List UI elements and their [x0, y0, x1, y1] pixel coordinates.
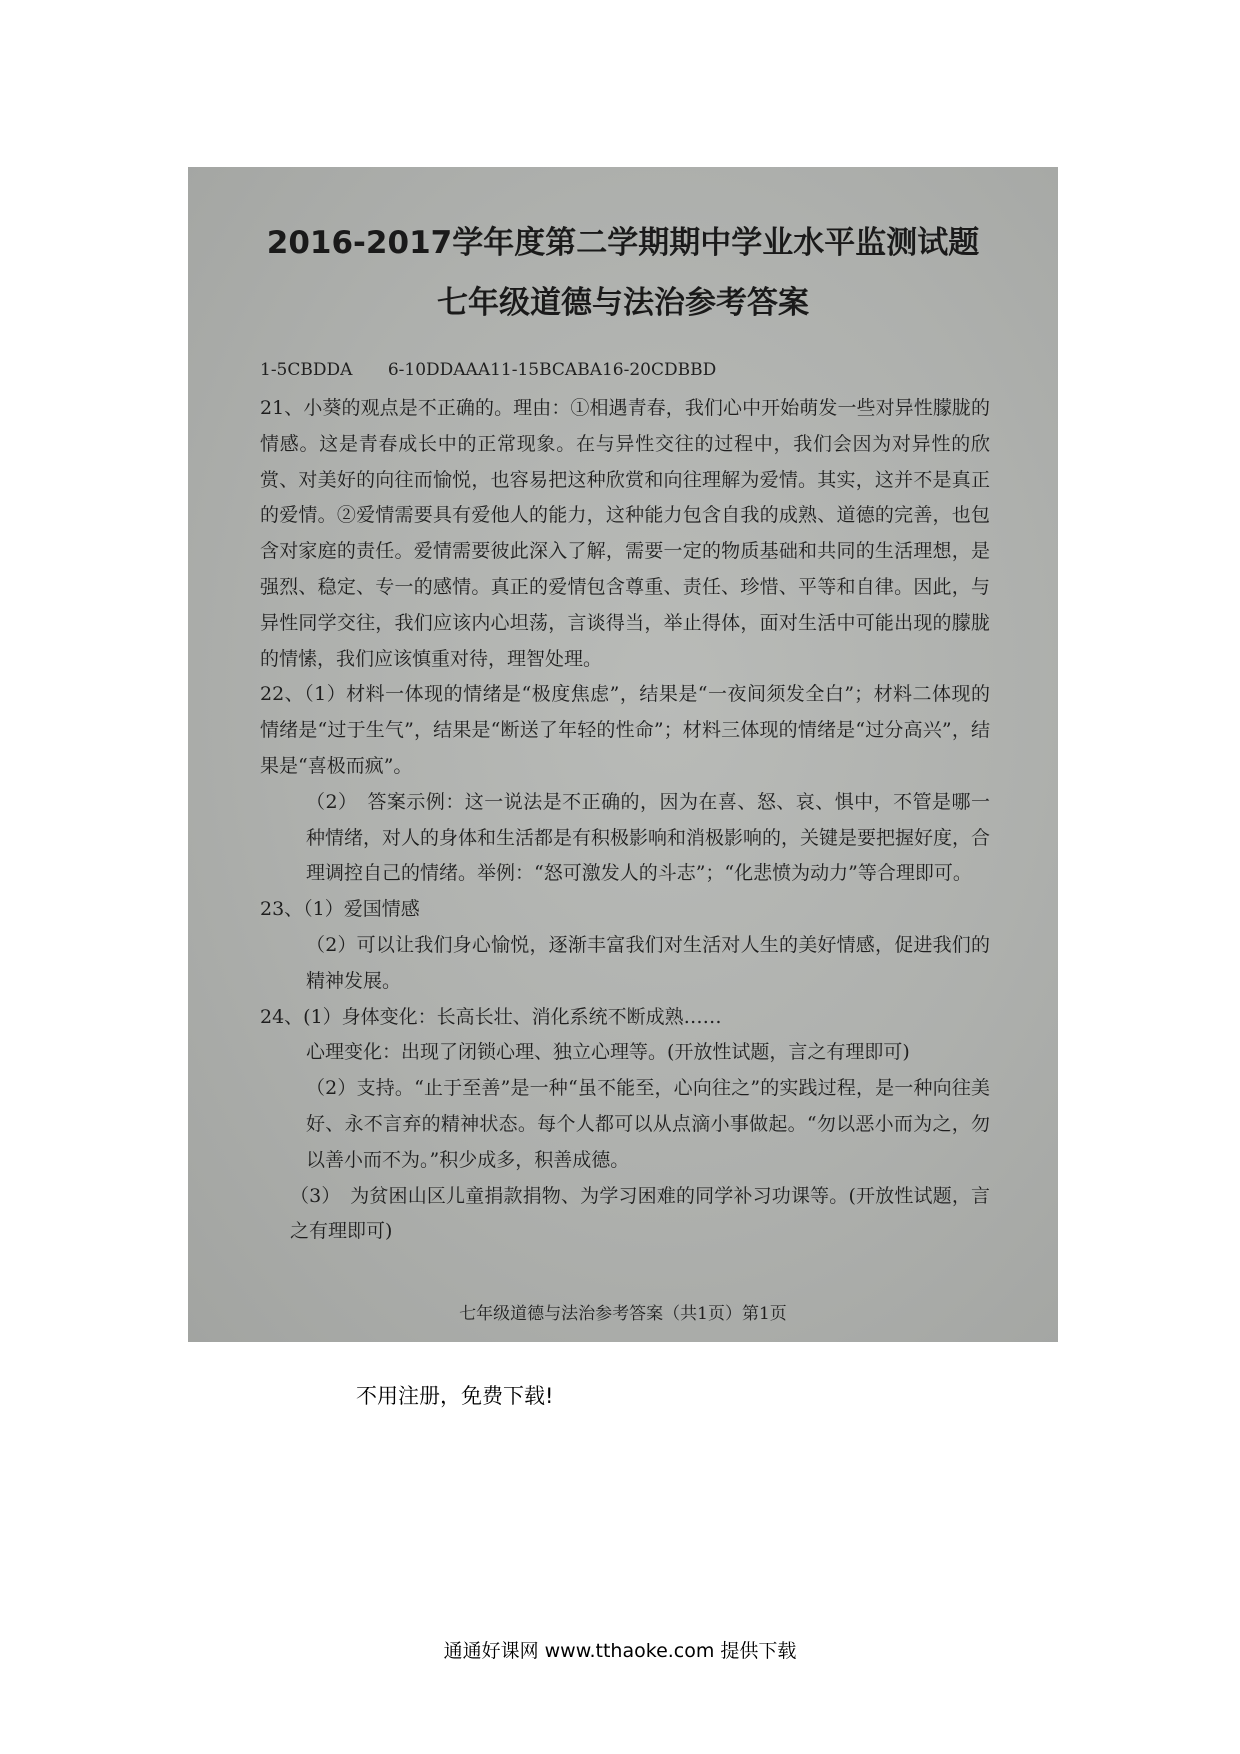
- document-title: 2016-2017学年度第二学期期中学业水平监测试题: [266, 225, 980, 261]
- site-footer: 通通好课网 www.tthaoke.com 提供下载: [443, 1640, 797, 1662]
- answer-23-part-2: （2）可以让我们身心愉悦，逐渐丰富我们对生活对人生的美好情感，促进我们的精神发展。: [306, 933, 990, 992]
- answer-body: [260, 391, 990, 1250]
- answer-23-part-1: 23、（1）爱国情感: [260, 898, 420, 921]
- answer-24-part-1-psychology: 心理变化：出现了闭锁心理、独立心理等。(开放性试题，言之有理即可): [306, 1041, 910, 1064]
- answer-24-part-1: 24、(1）身体变化：长高长壮、消化系统不断成熟……: [260, 1005, 722, 1028]
- choice-answers-group-1: 1-5CBDDA: [260, 360, 353, 380]
- answer-22-part-1: 22、（1）材料一体现的情绪是“极度焦虑”，结果是“一夜间须发全白”；材料二体现的情绪是“过于生气”，结果是“断送了年轻的性命”；材料三体现的情绪是“过分高兴”，结果是“喜极而疯”。: [260, 683, 990, 777]
- answer-24-part-2: （2）支持。“止于至善”是一种“虽不能至，心向往之”的实践过程，是一种向往美好、永不言弃的精神状态。每个人都可以从点滴小事做起。“勿以恶小而为之，勿以善小而不为。”积少成多，积善成德。: [306, 1077, 990, 1171]
- choice-answers: [260, 360, 1020, 380]
- document-page-footer: 七年级道德与法治参考答案（共1页）第1页: [459, 1304, 787, 1324]
- answer-24-part-3: （3） 为贫困山区儿童捐款捐物、为学习困难的同学补习功课等。(开放性试题，言之有理即可): [290, 1184, 990, 1243]
- scanned-answer-sheet-photo: [188, 167, 1058, 1342]
- answer-21: 21、小葵的观点是不正确的。理由：①相遇青春，我们心中开始萌发一些对异性朦胧的情感。这是青春成长中的正常现象。在与异性交往的过程中，我们会因为对异性的欣赏、对美好的向往而愉悦，也容易把这种欣赏和向往理解为爱情。其实，这并不是真正的爱情。②爱情需要具有爱他人的能力，这种能力包含自我的成熟、道德的完善，也包含对家庭的责任。爱情需要彼此深入了解，需要一定的物质基础和共同的生活理想，是强烈、稳定、专一的感情。真正的爱情包含尊重、责任、珍惜、平等和自律。因此，与异性同学交往，我们应该内心坦荡，言谈得当，举止得体，面对生活中可能出现的朦胧的情愫，我们应该慎重对待，理智处理。: [260, 397, 990, 670]
- choice-answers-group-2: 6-10DDAAA11-15BCABA16-20CDBBD: [387, 360, 717, 380]
- document-subtitle: 七年级道德与法治参考答案: [437, 285, 809, 321]
- answer-22-part-2: （2） 答案示例：这一说法是不正确的，因为在喜、怒、哀、惧中，不管是哪一种情绪，对人的身体和生活都是有积极影响和消极影响的，关键是要把握好度，合理调控自己的情绪。举例：“怒可激发人的斗志”；“化悲愤为动力”等合理即可。: [306, 790, 991, 885]
- free-download-notice: 不用注册，免费下载!: [356, 1384, 554, 1408]
